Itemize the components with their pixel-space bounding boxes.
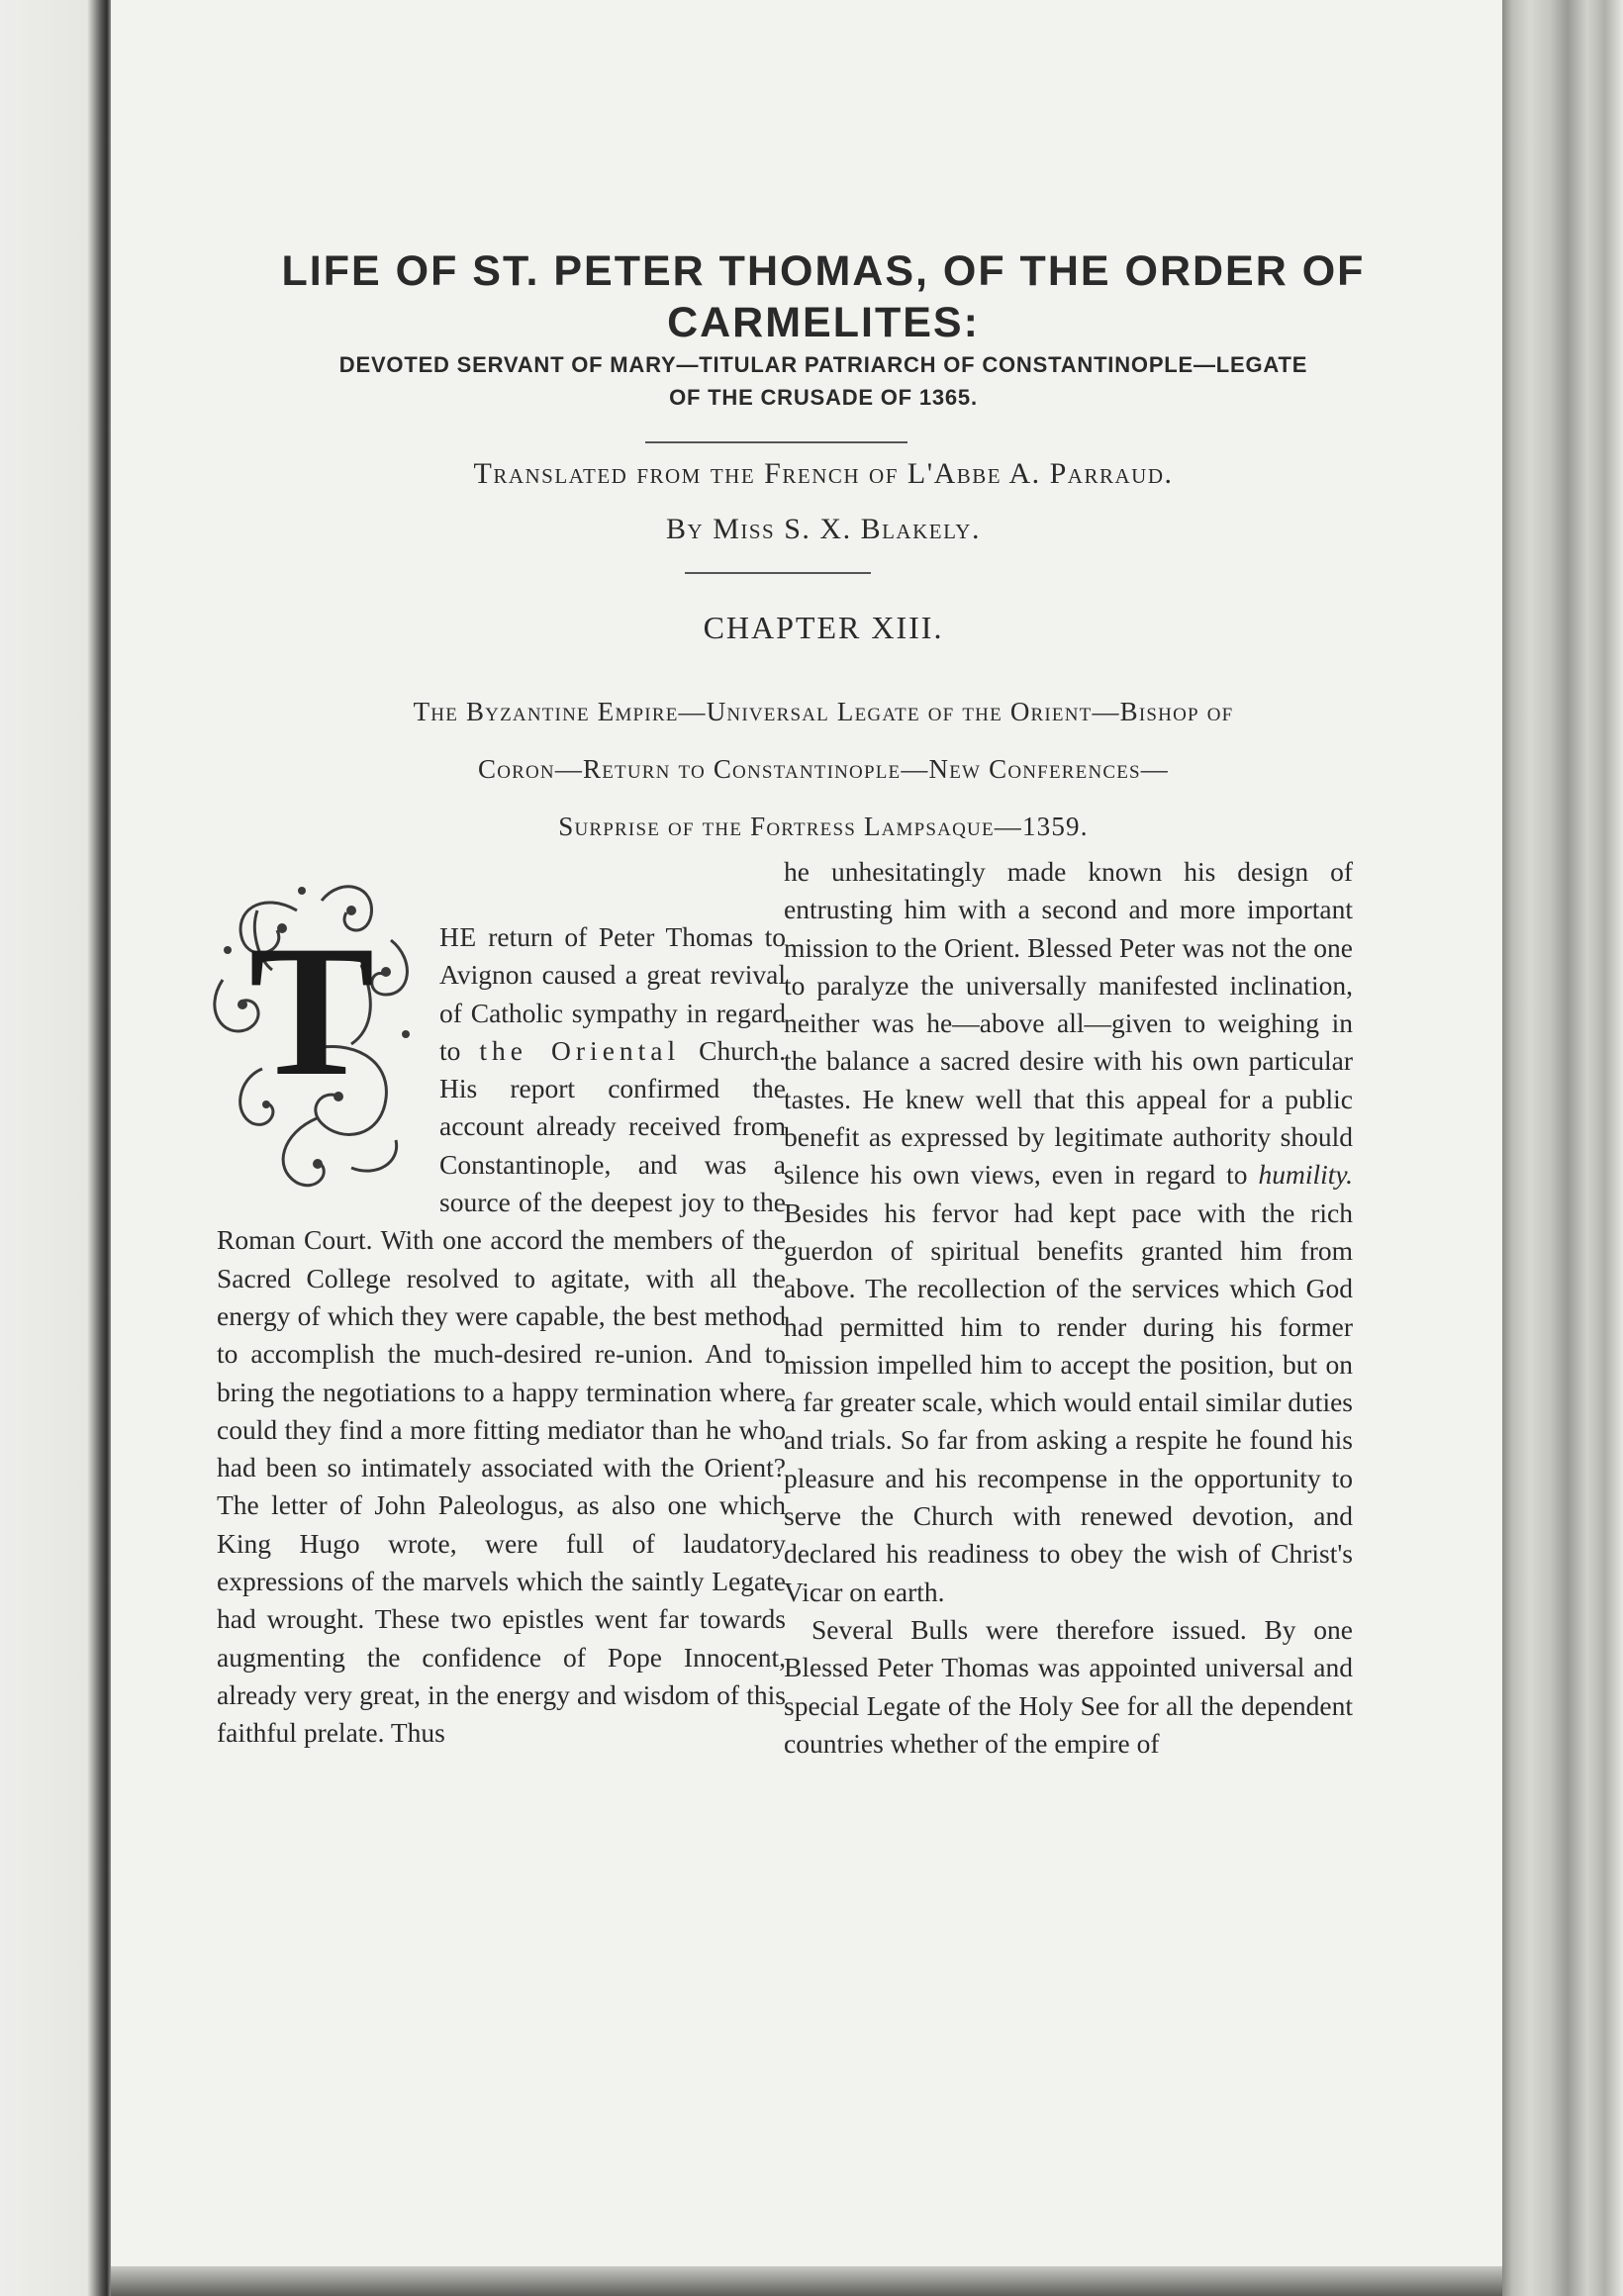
paragraph-text: Besides his fervor had kept pace with the rich guerdon of spiritual benefits granted him from above. The recollection of the services which God had permitted him to render during his former mission impelled him to accept the position, but on a far greater scale, which would entail similar duties and trials. So far from asking a respite he found his pleasure and his recompense in the opportunity to serve the Church with renewed devotion, and declared his readiness to obey the wish of Christ's Vicar on earth. [784,1196,1353,1607]
summary-line-1: The Byzantine Empire—Universal Legate of the Orient—Bishop of [413,697,1234,726]
divider-rule [685,572,871,574]
letterspaced-text: the Oriental [479,1034,681,1066]
title-line-1: LIFE OF ST. PETER THOMAS, OF THE ORDER OF [281,247,1366,295]
ornamental-drop-cap [203,871,426,1199]
paragraph-text: Church. His report confirmed the account already received from Constantinople, and was a source of the deepest joy to the Roman Court. With one accord the members of the Sacred College resolved to agitate, with all the energy of which they were capable, the best method to accomplish the much-desired re-union. And to bring the negotiations to a happy termination where could they find a more fitting mediator than he who had been so intimately associated with the Orient? The letter of John Paleologus, as also one which King Hugo wrote, were full of laudatory expressions of the marvels which the saintly Legate had wrought. These two epistles went far towards augmenting the confidence of Pope Innocent, already very great, in the energy and wisdom of this faithful prelate. Thus [217,1034,786,1749]
paragraph [784,853,1353,1611]
title-line-2: CARMELITES: [667,299,980,346]
subtitle-line-2: OF THE CRUSADE OF 1365. [669,385,978,410]
lead-word: HE [439,921,477,952]
summary-line-3: Surprise of the Fortress Lampsaque—1359. [558,812,1089,841]
page-edges [1502,0,1623,2296]
drop-cap-ornament-icon [203,871,426,1199]
paragraph: Several Bulls were therefore issued. By one Blessed Peter Thomas was appointed universal and special Legate of the Holy See for all the dependent countries whether of the empire of [784,1613,1353,1759]
paragraph-text: he unhesitatingly made known his design of entrusting him with a second and more important mission to the Orient. Blessed Peter was not the one to paralyze the universally manifested inclination, neither was he—above all—given to weighing in the balance a sacred desire with his own particular tastes. He knew well that this appeal for a public benefit as expressed by legitimate authority should silence his own views, even in regard to [784,856,1353,1191]
body-column-left [217,908,786,1753]
body-column-right [784,853,1353,1763]
translator-credit: Translated from the French of L'Abbe A. Parraud. [473,457,1174,490]
paragraph-text: return of Peter Thomas to Avignon caused a great revival of Catholic sympathy in regard to [439,921,786,1066]
author-credit: By Miss S. X. Blakely. [666,513,981,545]
summary-line-2: Coron—Return to Constantinople—New Conferences— [477,754,1170,784]
emphasized-word: humility. [1258,1159,1353,1191]
subtitle-line-1: DEVOTED SERVANT OF MARY—TITULAR PATRIARCH OF CONSTANTINOPLE—LEGATE [338,352,1308,377]
divider-rule [645,441,907,443]
drop-cap-letter: T [248,908,375,1115]
book-page [111,0,1502,2266]
chapter-heading: CHAPTER XIII. [703,610,944,645]
chapter-summary [190,683,1457,855]
article-title [180,245,1467,348]
book-spine-shadow [0,0,111,2296]
page-bottom-shadow [111,2266,1502,2296]
article-subtitle [180,348,1467,414]
